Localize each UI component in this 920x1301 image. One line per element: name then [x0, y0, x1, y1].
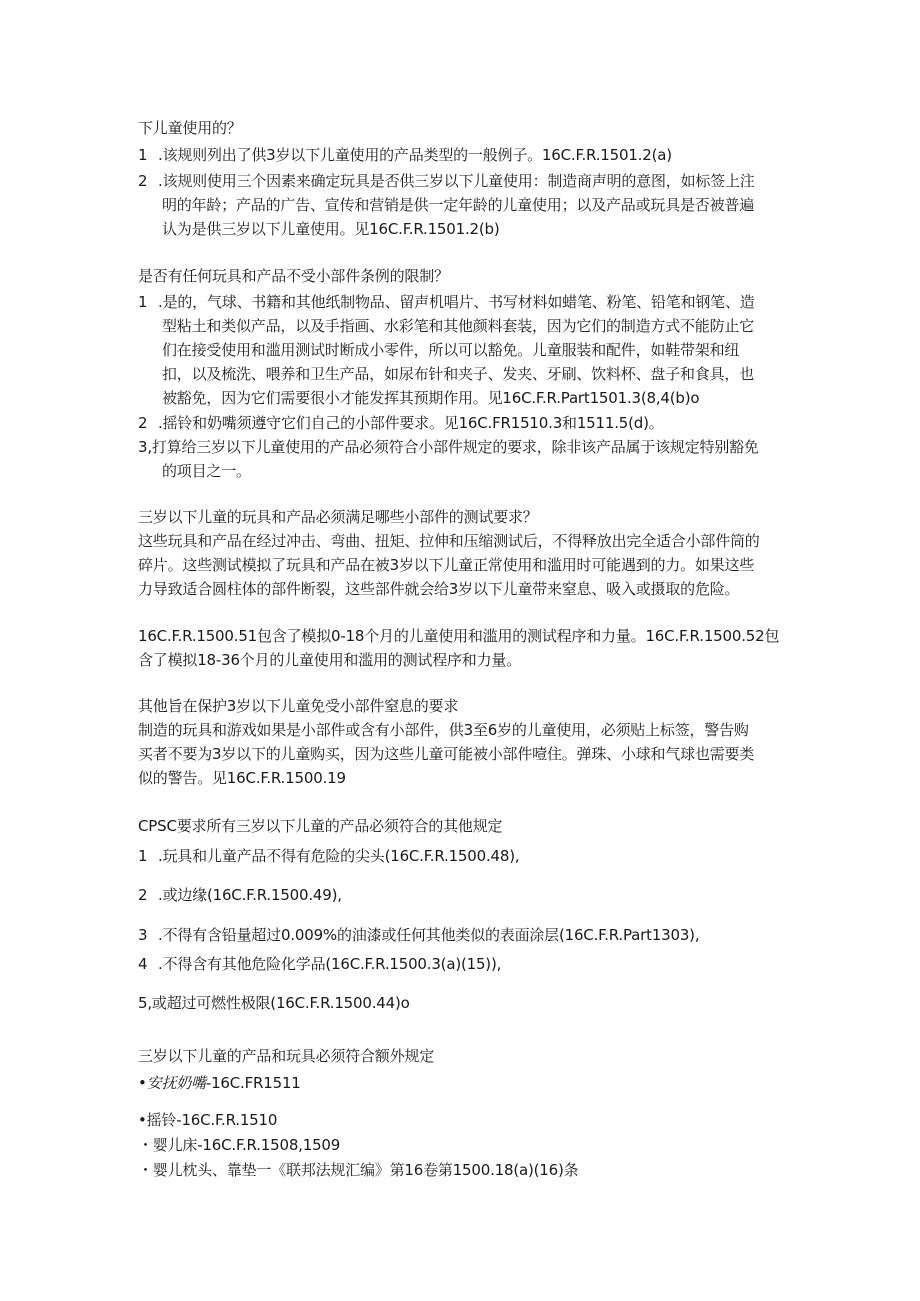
paragraph-line: 似的警告。见16C.F.R.1500.19 [138, 769, 346, 787]
list-number: 1 [138, 293, 148, 311]
section-heading: CPSC要求所有三岁以下儿童的产品必须符合的其他规定 [138, 817, 503, 835]
list-number: 1 [138, 146, 148, 164]
list-item-text: .摇铃和奶嘴须遵守它们自己的小部件要求。见16C.FR1510.3和1511.5(d)。 [158, 414, 664, 432]
paragraph-line: 含了模拟18-36个月的儿童使用和滥用的测试程序和力量。 [138, 651, 521, 669]
section-heading: 三岁以下儿童的产品和玩具必须符合额外规定 [138, 1047, 435, 1065]
list-item-text: .该规则使用三个因素来确定玩具是否供三岁以下儿童使用：制造商声明的意图，如标签上注 [158, 172, 755, 190]
bullet-item [138, 1073, 301, 1093]
paragraph-line: 16C.F.R.1500.51包含了模拟0-18个月的儿童使用和滥用的测试程序和力量。16C.F.R.1500.52包 [138, 627, 780, 645]
list-item-text: .不得有含铅量超过0.009%的油漆或任何其他类似的表面涂层(16C.F.R.Part1303), [158, 926, 700, 944]
list-item-continuation: 明的年龄；产品的广告、宣传和营销是供一定年龄的儿童使用；以及产品或玩具是否被普遍 [162, 196, 755, 214]
bullet-item: ・婴儿枕头、靠垫一《联邦法规汇编》第16卷第1500.18(a)(16)条 [138, 1161, 579, 1179]
section-heading: 是否有任何玩具和产品不受小部件条例的限制？ [138, 267, 449, 285]
list-item-continuation: 型粘土和类似产品，以及手指画、水彩笔和其他颜料套装，因为它们的制造方式不能防止它 [162, 317, 755, 335]
paragraph-line: 这些玩具和产品在经过冲击、弯曲、扭矩、拉伸和压缩测试后，不得释放出完全适合小部件筒的 [138, 532, 760, 550]
bullet-item: ・婴儿床-16C.F.R.1508,1509 [138, 1136, 341, 1154]
bullet-item: •摇铃-16C.F.R.1510 [138, 1111, 278, 1129]
list-item-continuation: 认为是供三岁以下儿童使用。见16C.F.R.1501.2(b) [162, 220, 500, 238]
list-item-continuation: 的项目之一。 [162, 462, 251, 480]
section-heading: 下儿童使用的？ [138, 119, 242, 137]
bullet-item-ref: -16C.FR1511 [205, 1074, 301, 1092]
paragraph-line: 制造的玩具和游戏如果是小部件或含有小部件，供3至6岁的儿童使用，必须贴上标签，警告购 [138, 721, 749, 739]
list-number: 1 [138, 847, 148, 865]
list-number: 3 [138, 926, 148, 944]
list-item-text: 3,打算给三岁以下儿童使用的产品必须符合小部件规定的要求，除非该产品属于该规定特别豁免 [138, 438, 759, 456]
list-number: 4 [138, 955, 148, 973]
list-item-text: .是的，气球、书籍和其他纸制物品、留声机唱片、书写材料如蜡笔、粉笔、铅笔和钢笔、造 [158, 293, 755, 311]
paragraph-line: 买者不要为3岁以下的儿童购买，因为这些儿童可能被小部件噎住。弹珠、小球和气球也需要类 [138, 745, 755, 763]
section-heading: 其他旨在保护3岁以下儿童免受小部件窒息的要求 [138, 697, 459, 715]
section-heading: 三岁以下儿童的玩具和产品必须满足哪些小部件的测试要求？ [138, 508, 538, 526]
list-item-text: .该规则列出了供3岁以下儿童使用的产品类型的一般例子。16C.F.R.1501.2(a) [158, 146, 672, 164]
list-number: 2 [138, 172, 148, 190]
list-item-text: .不得含有其他危险化学品(16C.F.R.1500.3(a)(15)), [158, 955, 502, 973]
paragraph-line: 力导致适合圆柱体的部件断裂，这些部件就会给3岁以下儿童带来窒息、吸入或摄取的危险。 [138, 580, 740, 598]
list-number: 2 [138, 414, 148, 432]
list-number: 2 [138, 886, 148, 904]
list-item-text: .或边缘(16C.F.R.1500.49), [158, 886, 342, 904]
list-item-text: 5,或超过可燃性极限(16C.F.R.1500.44)o [138, 994, 410, 1012]
list-item-continuation: 被豁免，因为它们需要很小才能发挥其预期作用。见16C.F.R.Part1501.3(8,4(b)o [162, 389, 700, 407]
bullet-item-label: •安抚奶嘴 [138, 1074, 206, 1092]
paragraph-line: 碎片。这些测试模拟了玩具和产品在被3岁以下儿童正常使用和滥用时可能遇到的力。如果这些 [138, 556, 755, 574]
list-item-text: .玩具和儿童产品不得有危险的尖头(16C.F.R.1500.48), [158, 847, 520, 865]
list-item-continuation: 扣，以及梳洗、喂养和卫生产品，如尿布针和夹子、发夹、牙刷、饮料杯、盘子和食具，也 [162, 365, 755, 383]
list-item-continuation: 们在接受使用和滥用测试时断成小零件，所以可以豁免。儿童服装和配件，如鞋带架和纽 [162, 341, 740, 359]
